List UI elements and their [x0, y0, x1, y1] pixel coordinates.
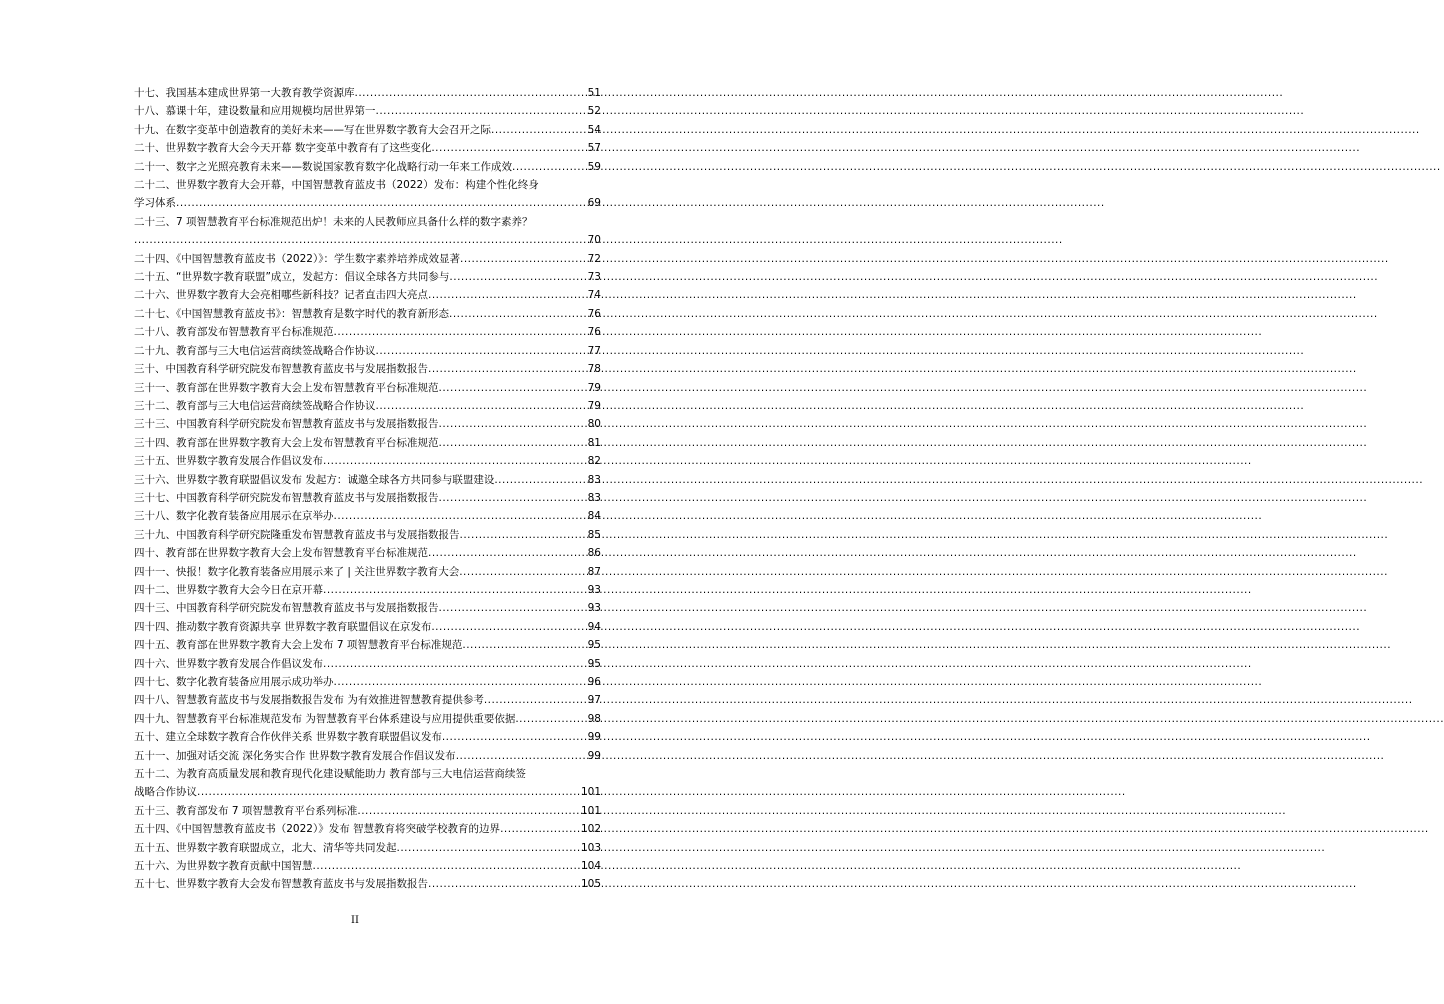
toc-entry-title: 五十一、加强对话交流 深化务实合作 世界数字教育发展合作倡议发布 — [134, 749, 456, 762]
toc-leader-dots — [376, 342, 587, 360]
toc-entry[interactable] — [134, 673, 601, 691]
toc-entry[interactable] — [134, 139, 601, 157]
toc-entry-title: 三十四、教育部在世界数字教育大会上发布智慧教育平台标准规范 — [134, 436, 439, 449]
toc-entry-title-continued: 战略合作协议 — [134, 786, 197, 799]
toc-leader-dots — [494, 471, 586, 489]
toc-entry[interactable] — [134, 802, 601, 820]
toc-leader-dots — [439, 489, 587, 507]
toc-entry-title: 三十二、教育部与三大电信运营商续签战略合作协议 — [134, 399, 376, 412]
toc-leader-dots — [334, 323, 587, 341]
toc-leader-dots — [397, 839, 580, 857]
toc-entry[interactable] — [134, 360, 601, 378]
toc-entry-page: 99 — [587, 731, 601, 744]
toc-entry-page: 93 — [587, 602, 601, 615]
toc-entry-title: 三十三、中国教育科学研究院发布智慧教育蓝皮书与发展指数报告 — [134, 418, 439, 431]
toc-entry-title: 十八、慕课十年，建设数量和应用规模均居世界第一 — [134, 105, 376, 118]
toc-entry-page: 101 — [580, 804, 601, 817]
toc-entry-title: 二十八、教育部发布智慧教育平台标准规范 — [134, 326, 334, 339]
toc-leader-dots — [484, 691, 587, 709]
toc-entry[interactable] — [134, 544, 601, 562]
toc-entry-page: 51 — [587, 87, 601, 99]
toc-entry-page: 76 — [587, 307, 601, 320]
toc-entry-title: 四十、教育部在世界数字教育大会上发布智慧教育平台标准规范 — [134, 547, 428, 560]
toc-leader-dots — [134, 231, 587, 249]
toc-leader-dots — [176, 194, 587, 212]
toc-entry-title: 三十八、数字化教育装备应用展示在京举办 — [134, 510, 334, 523]
toc-entry[interactable] — [134, 489, 601, 507]
table-of-contents — [134, 84, 601, 894]
toc-entry-title: 四十九、智慧教育平台标准规范发布 为智慧教育平台体系建设与应用提供重要依据 — [134, 712, 516, 725]
toc-entry[interactable] — [134, 875, 601, 893]
toc-entry-page: 97 — [587, 694, 601, 707]
toc-entry[interactable] — [134, 176, 601, 213]
toc-leader-dots — [428, 286, 587, 304]
toc-leader-dots — [439, 379, 587, 397]
toc-entry[interactable] — [134, 526, 601, 544]
toc-entry-page: 93 — [587, 583, 601, 596]
toc-entry-page: 98 — [587, 712, 601, 725]
toc-entry-page: 52 — [587, 105, 601, 118]
toc-entry-page: 95 — [587, 639, 601, 652]
toc-entry-title: 二十、世界数字教育大会今天开幕 数字变革中教育有了这些变化 — [134, 142, 432, 155]
toc-leader-dots — [428, 360, 587, 378]
toc-entry-title: 四十七、数字化教育装备应用展示成功举办 — [134, 676, 334, 688]
toc-entry-page: 105 — [580, 878, 601, 891]
toc-entry-page: 59 — [587, 160, 601, 173]
toc-entry-title: 二十七、《中国智慧教育蓝皮书》：智慧教育是数字时代的教育新形态 — [134, 307, 449, 320]
toc-entry-title: 四十二、世界数字教育大会今日在京开幕 — [134, 583, 323, 596]
toc-entry[interactable] — [134, 213, 601, 250]
toc-entry-page: 84 — [587, 510, 601, 523]
toc-entry-page: 85 — [587, 528, 601, 541]
toc-leader-dots — [456, 747, 587, 765]
toc-entry[interactable] — [134, 102, 601, 120]
toc-entry-page: 70 — [587, 234, 601, 247]
toc-entry-page: 104 — [580, 860, 601, 873]
toc-entry-page: 99 — [587, 749, 601, 762]
toc-entry[interactable] — [134, 820, 601, 838]
toc-leader-dots — [460, 526, 587, 544]
toc-entry-page: 94 — [587, 620, 601, 633]
toc-entry-page: 77 — [587, 344, 601, 357]
toc-leader-dots — [439, 599, 587, 617]
page-number: II — [351, 915, 359, 926]
toc-entry-page: 79 — [587, 399, 601, 412]
toc-entry-title: 三十、中国教育科学研究院发布智慧教育蓝皮书与发展指数报告 — [134, 363, 428, 376]
toc-leader-dots — [323, 655, 587, 673]
toc-leader-dots — [442, 728, 587, 746]
toc-entry[interactable] — [134, 563, 601, 581]
toc-entry[interactable] — [134, 250, 601, 268]
toc-entry[interactable] — [134, 857, 601, 875]
toc-entry-title: 三十五、世界数字教育发展合作倡议发布 — [134, 455, 323, 468]
toc-leader-dots — [449, 268, 586, 286]
toc-entry-page: 69 — [587, 197, 601, 210]
toc-entry-page: 96 — [587, 676, 601, 688]
toc-leader-dots — [376, 397, 587, 415]
toc-entry-title: 二十二、世界数字教育大会开幕，中国智慧教育蓝皮书（2022）发布：构建个性化终身 — [134, 179, 539, 192]
toc-leader-dots — [431, 618, 586, 636]
toc-entry[interactable] — [134, 636, 601, 654]
toc-entry-title: 三十一、教育部在世界数字教育大会上发布智慧教育平台标准规范 — [134, 381, 439, 394]
toc-leader-dots — [459, 563, 586, 581]
toc-entry-page: 72 — [587, 252, 601, 265]
toc-leader-dots — [357, 802, 580, 820]
toc-leader-dots — [323, 581, 587, 599]
toc-entry-page: 80 — [587, 418, 601, 431]
toc-leader-dots — [449, 305, 587, 323]
toc-entry-page: 83 — [587, 491, 601, 504]
toc-entry-title: 五十七、世界数字教育大会发布智慧教育蓝皮书与发展指数报告 — [134, 878, 428, 891]
toc-leader-dots — [197, 783, 580, 801]
toc-entry-page: 82 — [587, 455, 601, 468]
toc-entry-page: 54 — [587, 123, 601, 136]
toc-entry-title: 四十四、推动数字教育资源共享 世界数字教育联盟倡议在京发布 — [134, 620, 432, 633]
toc-entry-page: 78 — [587, 363, 601, 376]
toc-entry[interactable] — [134, 765, 601, 802]
toc-entry[interactable] — [134, 323, 601, 341]
toc-entry-page: 76 — [587, 326, 601, 339]
toc-entry-title: 四十六、世界数字教育发展合作倡议发布 — [134, 657, 323, 670]
toc-entry[interactable] — [134, 342, 601, 360]
toc-entry-title: 五十、建立全球数字教育合作伙伴关系 世界数字教育联盟倡议发布 — [134, 731, 442, 744]
toc-leader-dots — [334, 673, 587, 691]
toc-entry-title: 二十一、数字之光照亮教育未来——数说国家教育数字化战略行动一年来工作成效 — [134, 160, 512, 173]
toc-entry[interactable] — [134, 618, 601, 636]
toc-entry-page: 103 — [580, 841, 601, 854]
toc-entry[interactable] — [134, 599, 601, 617]
toc-leader-dots — [355, 84, 587, 102]
toc-entry-title: 四十三、中国教育科学研究院发布智慧教育蓝皮书与发展指数报告 — [134, 602, 439, 615]
toc-leader-dots — [439, 434, 587, 452]
toc-entry[interactable] — [134, 728, 601, 746]
toc-entry[interactable] — [134, 839, 601, 857]
toc-entry-page: 83 — [587, 473, 601, 486]
toc-entry-title: 三十七、中国教育科学研究院发布智慧教育蓝皮书与发展指数报告 — [134, 491, 439, 504]
toc-entry[interactable] — [134, 379, 601, 397]
toc-entry-page: 95 — [587, 657, 601, 670]
toc-entry-title: 三十九、中国教育科学研究院隆重发布智慧教育蓝皮书与发展指数报告 — [134, 528, 460, 541]
toc-entry[interactable] — [134, 710, 601, 728]
toc-entry-title: 三十六、世界数字教育联盟倡议发布 发起方：诚邀全球各方共同参与联盟建设 — [134, 473, 495, 486]
toc-entry[interactable] — [134, 471, 601, 489]
toc-entry-page: 101 — [580, 786, 601, 799]
toc-entry-page: 79 — [587, 381, 601, 394]
toc-entry[interactable] — [134, 158, 601, 176]
toc-entry[interactable] — [134, 286, 601, 304]
toc-entry-title: 四十一、快报！数字化教育装备应用展示来了 | 关注世界数字教育大会 — [134, 565, 460, 578]
toc-entry-title: 五十六、为世界数字教育贡献中国智慧 — [134, 860, 313, 873]
toc-entry[interactable] — [134, 452, 601, 470]
toc-entry-title: 十九、在数字变革中创造教育的美好未来——写在世界数字教育大会召开之际 — [134, 123, 491, 136]
toc-entry-title: 十七、我国基本建成世界第一大教育教学资源库 — [134, 87, 355, 99]
toc-entry-page: 57 — [587, 142, 601, 155]
toc-leader-dots — [431, 139, 586, 157]
toc-entry-title: 二十四、《中国智慧教育蓝皮书（2022）》：学生数字素养培养成效显著 — [134, 252, 460, 265]
toc-leader-dots — [334, 507, 587, 525]
toc-leader-dots — [515, 710, 586, 728]
toc-entry[interactable] — [134, 415, 601, 433]
toc-leader-dots — [462, 636, 586, 654]
toc-entry[interactable] — [134, 434, 601, 452]
toc-entry[interactable] — [134, 581, 601, 599]
toc-entry-title: 二十三、7 项智慧教育平台标准规范出炉！未来的人民教师应具备什么样的数字素养？ — [134, 215, 533, 228]
toc-entry[interactable] — [134, 507, 601, 525]
toc-entry[interactable] — [134, 305, 601, 323]
toc-entry-title: 五十四、《中国智慧教育蓝皮书（2022）》发布 智慧教育将突破学校教育的边界 — [134, 823, 501, 836]
toc-entry-title: 五十三、教育部发布 7 项智慧教育平台系列标准 — [134, 804, 358, 817]
toc-leader-dots — [500, 820, 580, 838]
toc-leader-dots — [460, 250, 587, 268]
toc-entry-page: 102 — [580, 823, 601, 836]
toc-entry[interactable] — [134, 747, 601, 765]
toc-entry-page: 87 — [587, 565, 601, 578]
toc-leader-dots — [512, 158, 587, 176]
toc-leader-dots — [491, 121, 587, 139]
toc-leader-dots — [323, 452, 587, 470]
toc-entry-title: 二十六、世界数字教育大会亮相哪些新科技？记者直击四大亮点 — [134, 289, 428, 302]
toc-entry-page: 81 — [587, 436, 601, 449]
toc-leader-dots — [428, 544, 587, 562]
toc-entry-title-continued: 学习体系 — [134, 197, 176, 210]
toc-entry-title: 四十八、智慧教育蓝皮书与发展指数报告发布 为有效推进智慧教育提供参考 — [134, 694, 484, 707]
toc-leader-dots — [428, 875, 580, 893]
toc-leader-dots — [376, 102, 587, 120]
toc-leader-dots — [313, 857, 580, 875]
toc-entry[interactable] — [134, 691, 601, 709]
toc-entry-title: 四十五、教育部在世界数字教育大会上发布 7 项智慧教育平台标准规范 — [134, 639, 463, 652]
toc-entry-title: 五十五、世界数字教育联盟成立，北大、清华等共同发起 — [134, 841, 397, 854]
toc-entry-title: 二十九、教育部与三大电信运营商续签战略合作协议 — [134, 344, 376, 357]
toc-entry[interactable] — [134, 268, 601, 286]
toc-leader-dots — [439, 415, 587, 433]
toc-entry[interactable] — [134, 397, 601, 415]
toc-entry-page: 74 — [587, 289, 601, 302]
toc-entry-title: 二十五、“世界数字教育联盟”成立，发起方：倡议全球各方共同参与 — [134, 271, 450, 284]
toc-entry-page: 73 — [587, 271, 601, 284]
toc-entry[interactable] — [134, 121, 601, 139]
toc-entry[interactable] — [134, 84, 601, 102]
toc-entry-page: 86 — [587, 547, 601, 560]
toc-entry[interactable] — [134, 655, 601, 673]
toc-entry-title: 五十二、为教育高质量发展和教育现代化建设赋能助力 教育部与三大电信运营商续签 — [134, 768, 526, 781]
